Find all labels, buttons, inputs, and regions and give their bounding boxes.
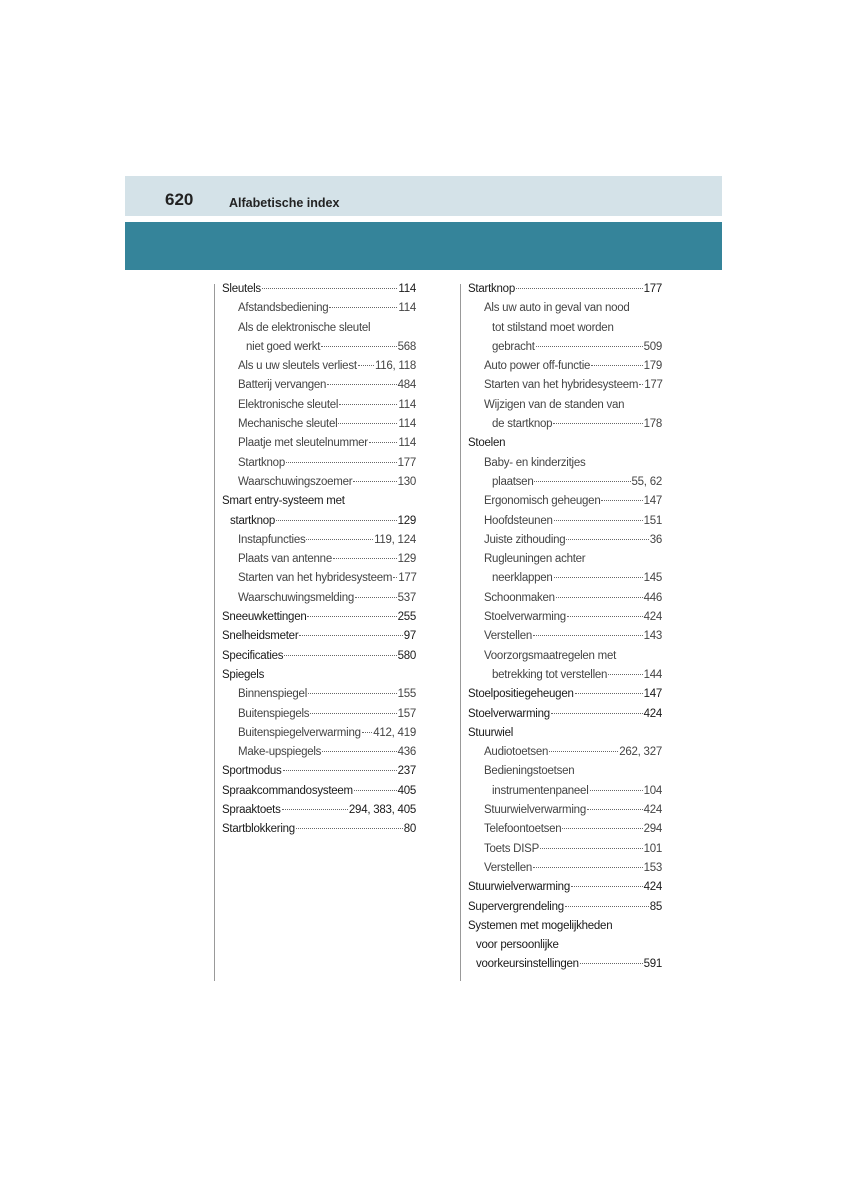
index-entry-term: gebracht — [492, 340, 535, 353]
index-entry-page: 424 — [643, 804, 662, 817]
dot-leader — [306, 539, 373, 540]
index-entry — [468, 627, 662, 646]
index-entry-page: 177 — [397, 456, 416, 469]
index-entry-term: Specificaties — [222, 649, 284, 662]
index-entry-term: Binnenspiegel — [238, 688, 308, 701]
dot-leader — [516, 288, 643, 289]
index-entry — [222, 512, 416, 531]
dot-leader — [554, 577, 643, 578]
dot-leader — [321, 346, 396, 347]
index-entry-term: voor persoonlijke — [476, 939, 559, 952]
index-entry — [222, 782, 416, 801]
index-entry-term: Snelheidsmeter — [222, 630, 299, 643]
index-entry-term: Startblokkering — [222, 823, 295, 836]
dot-leader — [283, 770, 397, 771]
dot-leader — [310, 713, 396, 714]
index-entry-page: 484 — [397, 379, 416, 392]
index-entry — [222, 319, 416, 338]
index-entry — [222, 492, 416, 511]
index-entry-term: Stoelverwarming — [484, 611, 566, 624]
index-entry-term: Plaats van antenne — [238, 553, 332, 566]
index-entry — [468, 936, 662, 955]
index-entry-page: 178 — [643, 418, 662, 431]
index-entry-page: 153 — [643, 861, 662, 874]
dot-leader — [567, 616, 643, 617]
dot-leader — [338, 423, 397, 424]
index-entry-page: 144 — [643, 668, 662, 681]
index-entry — [222, 415, 416, 434]
index-entry-page: 591 — [643, 958, 662, 971]
index-entry-term: Sportmodus — [222, 765, 282, 778]
index-entry-term: Rugleuningen achter — [484, 553, 586, 566]
index-entry-term: Auto power off-functie — [484, 360, 591, 373]
index-entry-page: 101 — [643, 842, 662, 855]
index-entry-term: Stuurwielverwarming — [484, 804, 586, 817]
index-entry — [468, 705, 662, 724]
index-entry-page: 157 — [397, 707, 416, 720]
dot-leader — [639, 384, 643, 385]
index-entry-term: instrumentenpaneel — [492, 784, 589, 797]
index-entry-page: 436 — [397, 746, 416, 759]
index-entry-page: 114 — [398, 283, 416, 295]
index-column-right — [468, 280, 662, 975]
index-entry-term: Sleutels — [222, 283, 261, 295]
index-entry-page: 36 — [649, 533, 662, 546]
index-entry — [222, 531, 416, 550]
index-entry-term: Starten van het hybridesysteem — [484, 379, 639, 392]
index-entry-page: 55, 62 — [631, 475, 662, 488]
index-entry — [468, 743, 662, 762]
index-entry — [222, 743, 416, 762]
index-entry — [468, 820, 662, 839]
index-entry — [468, 569, 662, 588]
index-entry-term: Verstellen — [484, 861, 533, 874]
dot-leader — [307, 616, 396, 617]
dot-leader — [333, 558, 397, 559]
index-entry — [468, 338, 662, 357]
dot-leader — [299, 635, 402, 636]
index-entry-page: 294, 383, 405 — [348, 804, 416, 817]
index-entry — [222, 762, 416, 781]
index-entry-term: Stoelverwarming — [468, 707, 550, 720]
index-entry-page: 580 — [397, 649, 416, 662]
dot-leader — [369, 442, 398, 443]
dot-leader — [276, 520, 397, 521]
dot-leader — [393, 577, 397, 578]
dot-leader — [549, 751, 618, 752]
section-title: Alfabetische index — [229, 196, 340, 210]
index-entry-term: Instapfuncties — [238, 533, 306, 546]
dot-leader — [353, 481, 396, 482]
index-entry — [222, 376, 416, 395]
index-entry-term: Smart entry-systeem met — [222, 495, 345, 508]
index-entry-page: 119, 124 — [374, 533, 416, 546]
index-entry-term: Sneeuwkettingen — [222, 611, 307, 624]
index-entry — [222, 338, 416, 357]
index-entry-page: 177 — [398, 572, 417, 585]
index-entry — [222, 627, 416, 646]
index-entry — [222, 685, 416, 704]
dot-leader — [556, 597, 643, 598]
index-entry-term: Elektronische sleutel — [238, 398, 339, 411]
dot-leader — [282, 809, 348, 810]
index-entry-term: Waarschuwingszoemer — [238, 475, 353, 488]
dot-leader — [551, 713, 643, 714]
index-entry-page: 130 — [397, 475, 416, 488]
index-entry-page: 424 — [643, 611, 662, 624]
index-entry-term: Ergonomisch geheugen — [484, 495, 601, 508]
header-bar — [125, 176, 722, 216]
index-entry-term: Hoofdsteunen — [484, 514, 553, 527]
index-entry-page: 179 — [643, 360, 662, 373]
index-entry-term: Mechanische sleutel — [238, 418, 338, 431]
index-entry — [468, 415, 662, 434]
index-entry-page: 143 — [643, 630, 662, 643]
index-entry-term: Spiegels — [222, 668, 265, 681]
index-entry-term: Als u uw sleutels verliest — [238, 360, 357, 373]
index-entry — [468, 299, 662, 318]
index-entry-page: 262, 327 — [619, 746, 662, 759]
index-entry-term: Stuurwielverwarming — [468, 881, 570, 894]
index-entry-page: 114 — [398, 302, 416, 315]
index-entry — [468, 666, 662, 685]
index-entry — [222, 569, 416, 588]
index-entry-term: Spraakcommandosysteem — [222, 784, 353, 797]
index-entry — [468, 917, 662, 936]
index-entry — [468, 955, 662, 974]
index-entry-page: 509 — [643, 340, 662, 353]
index-entry-page: 85 — [649, 900, 662, 913]
index-entry-term: voorkeursinstellingen — [476, 958, 579, 971]
index-entry-term: Juiste zithouding — [484, 533, 566, 546]
index-entry — [468, 898, 662, 917]
index-entry — [222, 357, 416, 376]
dot-leader — [362, 732, 373, 733]
index-entry-page: 177 — [643, 283, 662, 295]
dot-leader — [358, 365, 374, 366]
dot-leader — [329, 307, 397, 308]
index-entry — [468, 840, 662, 859]
index-entry-page: 114 — [398, 437, 416, 450]
index-entry — [468, 801, 662, 820]
index-entry — [468, 685, 662, 704]
index-entry-term: Buitenspiegels — [238, 707, 310, 720]
column-rule-left — [214, 284, 215, 981]
index-entry — [222, 434, 416, 453]
index-entry — [222, 299, 416, 318]
index-entry-page: 294 — [643, 823, 662, 836]
index-entry-page: 80 — [403, 823, 416, 836]
dot-leader — [308, 693, 397, 694]
index-entry — [468, 357, 662, 376]
index-entry-page: 116, 118 — [374, 360, 416, 373]
index-entry — [468, 608, 662, 627]
dot-leader — [296, 828, 403, 829]
index-entry — [222, 801, 416, 820]
dot-leader — [322, 751, 396, 752]
index-entry — [222, 724, 416, 743]
index-entry-term: Plaatje met sleutelnummer — [238, 437, 368, 450]
index-entry-term: Systemen met mogelijkheden — [468, 919, 613, 932]
index-entry-page: 255 — [397, 611, 416, 624]
index-entry-page: 155 — [397, 688, 416, 701]
index-entry — [222, 705, 416, 724]
dot-leader — [262, 288, 397, 289]
index-entry-page: 151 — [643, 514, 662, 527]
dot-leader — [534, 481, 630, 482]
index-entry-term: Batterij vervangen — [238, 379, 327, 392]
index-entry — [222, 473, 416, 492]
index-entry — [468, 762, 662, 781]
dot-leader — [575, 693, 643, 694]
index-entry — [222, 454, 416, 473]
dot-leader — [339, 404, 397, 405]
dot-leader — [553, 423, 642, 424]
index-entry-page: 114 — [398, 418, 416, 431]
column-rule-right — [460, 284, 461, 981]
dot-leader — [565, 906, 649, 907]
index-entry-page: 237 — [397, 765, 416, 778]
index-entry-page: 147 — [643, 495, 662, 508]
dot-leader — [608, 674, 642, 675]
dot-leader — [533, 867, 643, 868]
dot-leader — [566, 539, 648, 540]
index-entry-term: neerklappen — [492, 572, 553, 585]
index-entry-term: Afstandsbediening — [238, 302, 329, 315]
index-entry-term: Audiotoetsen — [484, 746, 549, 759]
dot-leader — [533, 635, 643, 636]
index-entry — [222, 589, 416, 608]
index-entry-page: 129 — [397, 514, 416, 527]
index-entry-page: 424 — [643, 881, 662, 894]
index-entry-page: 97 — [403, 630, 416, 643]
index-entry-page: 114 — [398, 398, 416, 411]
dot-leader — [536, 346, 643, 347]
index-entry — [468, 782, 662, 801]
index-entry-term: Startknop — [468, 283, 515, 295]
index-entry — [468, 724, 662, 743]
index-entry-term: Toets DISP — [484, 842, 540, 855]
index-entry — [468, 589, 662, 608]
index-entry-page: 129 — [397, 553, 416, 566]
dot-leader — [580, 963, 643, 964]
index-entry-term: tot stilstand moet worden — [492, 321, 614, 334]
index-entry — [468, 396, 662, 415]
index-entry — [468, 454, 662, 473]
dot-leader — [354, 790, 397, 791]
index-entry-page: 446 — [643, 591, 662, 604]
index-entry-term: Starten van het hybridesysteem — [238, 572, 393, 585]
dot-leader — [540, 848, 643, 849]
index-entry — [222, 608, 416, 627]
index-entry-page: 568 — [397, 340, 416, 353]
index-column-left — [222, 280, 416, 840]
index-entry — [222, 647, 416, 666]
index-entry-term: Spraaktoets — [222, 804, 281, 817]
index-entry-page: 537 — [397, 591, 416, 604]
dot-leader — [284, 655, 396, 656]
index-entry-term: Als de elektronische sleutel — [238, 321, 371, 334]
index-entry-term: Make-upspiegels — [238, 746, 322, 759]
index-entry — [222, 550, 416, 569]
dot-leader — [554, 520, 643, 521]
index-entry — [468, 376, 662, 395]
index-entry — [468, 878, 662, 897]
index-entry — [468, 550, 662, 569]
dot-leader — [562, 828, 642, 829]
dot-leader — [286, 462, 397, 463]
index-entry — [468, 647, 662, 666]
index-entry — [222, 820, 416, 839]
index-entry-term: Verstellen — [484, 630, 533, 643]
dot-leader — [590, 790, 643, 791]
index-entry — [468, 859, 662, 878]
index-entry-term: Startknop — [238, 456, 285, 469]
index-entry-term: Buitenspiegelverwarming — [238, 726, 361, 739]
index-entry-term: plaatsen — [492, 475, 534, 488]
dot-leader — [601, 500, 642, 501]
index-entry-term: niet goed werkt — [246, 340, 321, 353]
index-entry-page: 405 — [397, 784, 416, 797]
dot-leader — [587, 809, 643, 810]
index-entry-page: 104 — [643, 784, 662, 797]
header-color-band — [125, 222, 722, 270]
index-entry-term: Baby- en kinderzitjes — [484, 456, 586, 469]
index-entry-term: Als uw auto in geval van nood — [484, 302, 630, 315]
index-entry-term: de startknop — [492, 418, 553, 431]
index-entry-term: startknop — [230, 514, 276, 527]
index-entry — [222, 396, 416, 415]
index-entry-page: 177 — [644, 379, 663, 392]
dot-leader — [591, 365, 642, 366]
index-entry — [222, 280, 416, 299]
index-entry-term: Bedieningstoetsen — [484, 765, 575, 778]
index-entry — [468, 473, 662, 492]
index-entry-page: 145 — [643, 572, 662, 585]
index-entry — [468, 319, 662, 338]
index-entry-term: Wijzigen van de standen van — [484, 398, 625, 411]
index-entry-page: 147 — [643, 688, 662, 701]
index-entry-term: Telefoontoetsen — [484, 823, 562, 836]
index-entry-term: betrekking tot verstellen — [492, 668, 608, 681]
page-number: 620 — [165, 190, 194, 209]
dot-leader — [355, 597, 397, 598]
index-entry-term: Waarschuwingsmelding — [238, 591, 355, 604]
index-entry-term: Schoonmaken — [484, 591, 555, 604]
dot-leader — [571, 886, 643, 887]
index-entry-term: Stuurwiel — [468, 726, 514, 739]
index-entry — [222, 666, 416, 685]
index-entry-term: Stoelpositiegeheugen — [468, 688, 574, 701]
index-entry — [468, 531, 662, 550]
index-entry-page: 412, 419 — [373, 726, 416, 739]
dot-leader — [327, 384, 396, 385]
index-entry — [468, 434, 662, 453]
index-entry-term: Stoelen — [468, 437, 506, 450]
index-entry — [468, 280, 662, 299]
index-entry-term: Supervergrendeling — [468, 900, 564, 913]
index-entry — [468, 492, 662, 511]
index-entry-page: 424 — [643, 707, 662, 720]
index-entry-term: Voorzorgsmaatregelen met — [484, 649, 617, 662]
index-entry — [468, 512, 662, 531]
